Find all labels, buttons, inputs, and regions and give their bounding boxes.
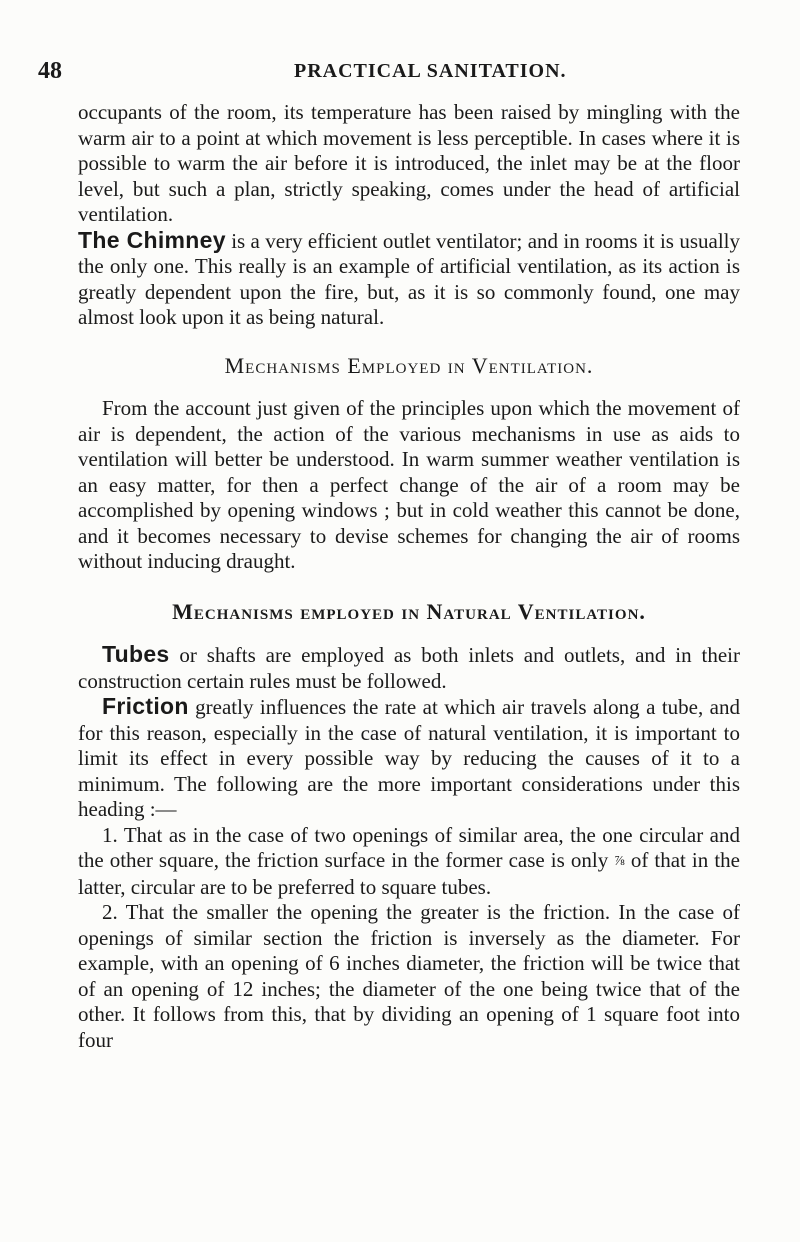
paragraph-text: occupants of the room, its temperature has been raised by mingling with the warm air to a point at which movement is less perceptible. In cases where it is possible to warm the air before it is introduced, the inlet may be at the floor level, but such a plan, strictly speaking, comes under the head of artificial ventilation. — [78, 100, 740, 226]
list-item — [78, 900, 740, 1053]
section-heading: Mechanisms employed in Natural Ventilation. — [172, 598, 646, 624]
paragraph-lead: The Chimney — [78, 226, 226, 253]
paragraph-text: is a very efficient outlet ventilator; and in rooms it is usually the only one. This really is an example of artificial ventilation, as its action is greatly dependent upon the fire, but, as it is so commonly found, one may almost look upon it as being natural. — [78, 228, 740, 329]
paragraph-text: or shafts are employed as both inlets and outlets, and in their construction certain rules must be followed. — [78, 643, 740, 693]
fraction: ⅞ — [614, 854, 625, 869]
section-heading: Mechanisms Employed in Ventilation. — [224, 352, 594, 378]
page-header — [0, 52, 800, 92]
paragraph-text: of that in the latter, circular are to be preferred to square tubes. — [78, 848, 740, 899]
paragraph-tubes — [78, 642, 740, 694]
page-number: 48 — [38, 58, 62, 84]
paragraph-lead: Tubes — [102, 641, 170, 667]
paragraph-friction — [78, 694, 740, 823]
paragraph-text: 1. That as in the case of two openings of similar area, the one circular and the other square, the friction surface in the former case is only — [78, 822, 740, 872]
paragraph-mechanisms — [78, 396, 740, 575]
list-item — [78, 823, 740, 901]
page-body — [78, 100, 740, 1053]
paragraph-lead: Friction — [102, 693, 189, 719]
paragraph-text: From the account just given of the principles upon which the movement of air is dependent, the action of the various mechanisms in use as aids to ventilation will better be understood. In warm summer weather ventilation is an easy matter, for then a perfect change of the air of a room may be accomplished by opening windows ; but in cold weather this cannot be done, and it becomes necessary to devise schemes for changing the air of rooms without inducing draught. — [78, 396, 740, 573]
paragraph-continuation — [78, 100, 740, 228]
paragraph-text: 2. That the smaller the opening the greater is the friction. In the case of openings of similar section the friction is inversely as the diameter. For example, with an opening of 6 inches diameter, the friction will be twice that of an opening of 12 inches; the diameter of the one being twice that of the other. It follows from this, that by dividing an opening of 1 square foot into four — [78, 900, 740, 1052]
paragraph-chimney — [78, 228, 740, 331]
paragraph-text: greatly influences the rate at which air travels along a tube, and for this reason, especially in the case of natural ventilation, it is important to limit its effect in every possible way by reducing the causes of it to a minimum. The following are the more important considerations under this heading :— — [78, 695, 740, 821]
running-head: PRACTICAL SANITATION. — [294, 60, 567, 82]
